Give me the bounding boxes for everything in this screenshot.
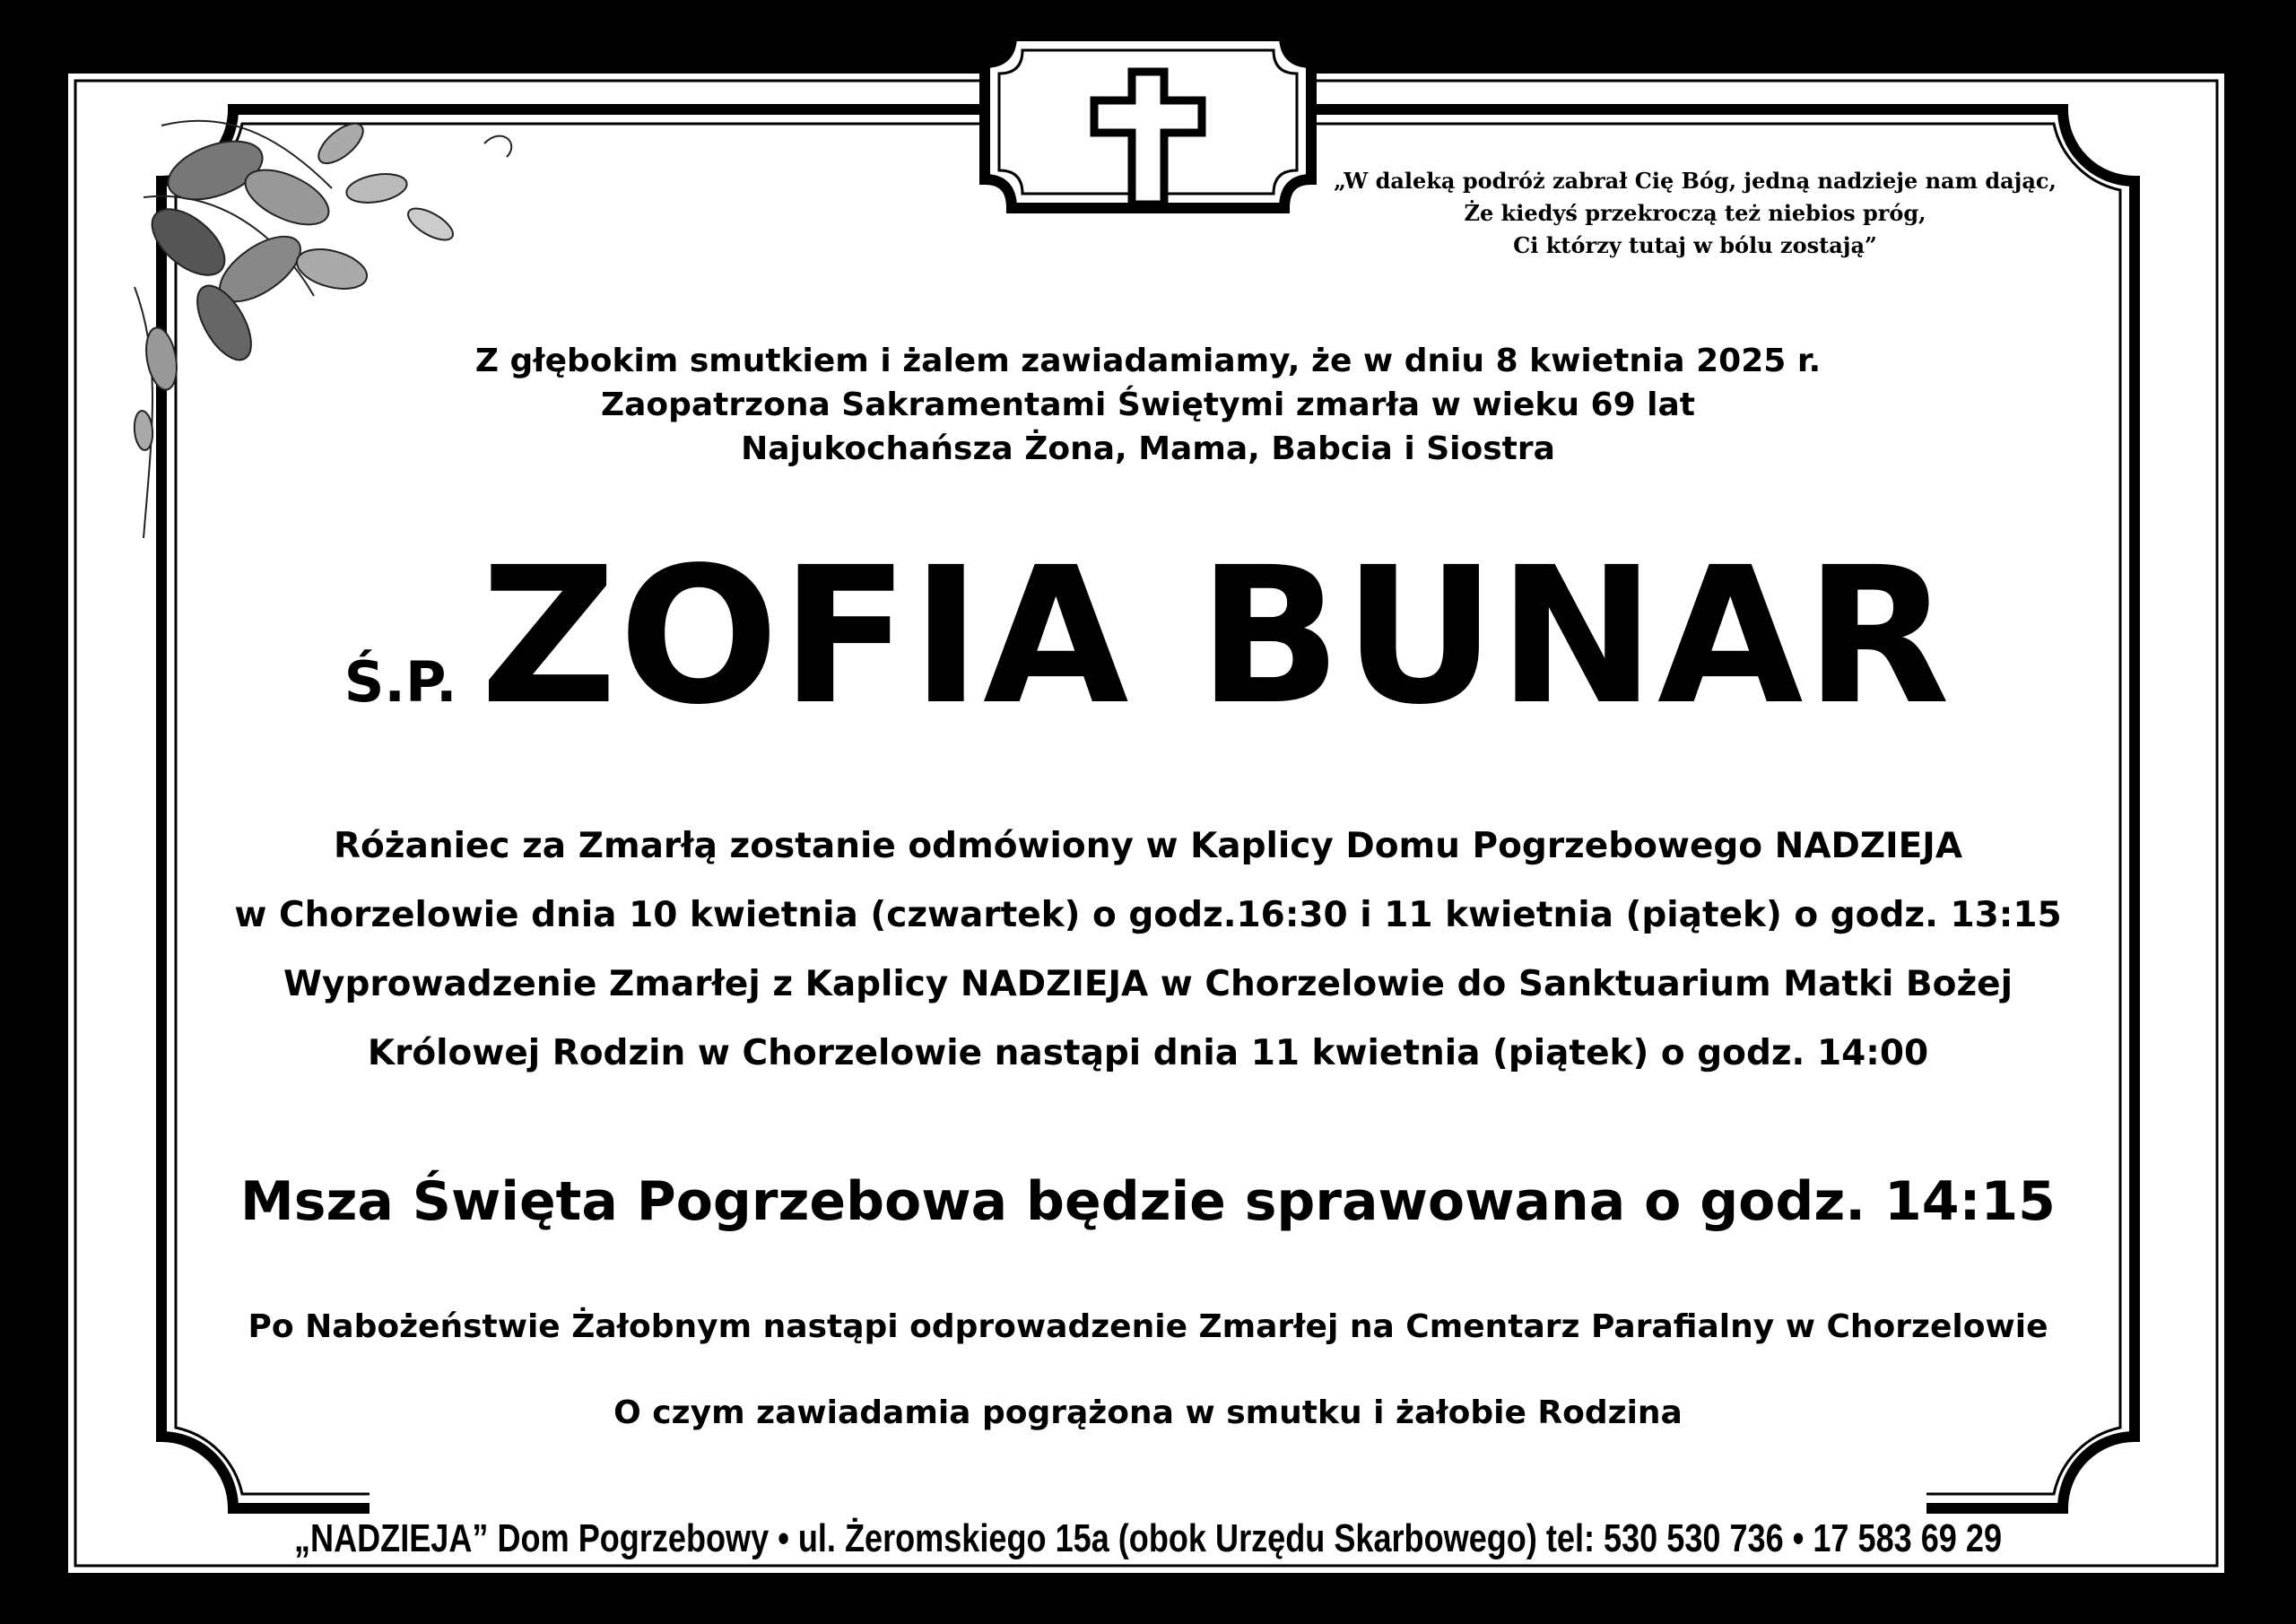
mass-announcement: Msza Święta Pogrzebowa będzie sprawowana o godz. 14:15 xyxy=(240,1170,2056,1233)
funeral-home-footer: „NADZIEJA” Dom Pogrzebowy • ul. Żeromskiego 15a (obok Urzędu Skarbowego) tel: 530 530 736 • 17 583 69 29 xyxy=(293,1516,2003,1560)
closing-text: O czym zawiadamia pogrążona w smutku i żałobie Rodzina xyxy=(613,1394,1683,1431)
quote-line: „W daleką podróż zabrał Cię Bóg, jedną nadzieje nam dając, xyxy=(1334,168,2057,194)
memorial-quote xyxy=(1309,165,2081,262)
quote-line: Ci którzy tutaj w bólu zostają” xyxy=(1513,232,1877,258)
intro-line: Z głębokim smutkiem i żalem zawiadamiamy, że w dniu 8 kwietnia 2025 r. xyxy=(474,343,1822,379)
intro-line: Najukochańsza Żona, Mama, Babcia i Siostra xyxy=(741,430,1555,467)
rosary-line: w Chorzelowie dnia 10 kwietnia (czwartek) o godz.16:30 i 11 kwietnia (piątek) o godz. 13:15 xyxy=(234,895,2062,935)
intro-announcement xyxy=(0,339,2296,471)
intro-line: Zaopatrzona Sakramentami Świętymi zmarła w wieku 69 lat xyxy=(600,386,1696,423)
quote-line: Że kiedyś przekroczą też niebios próg, xyxy=(1464,200,1926,226)
deceased-name-row xyxy=(0,526,2296,746)
cross-tablet xyxy=(985,36,1311,208)
deceased-name: ZOFIA BUNAR xyxy=(480,526,1952,746)
rosary-line: Różaniec za Zmarłą zostanie odmówiony w Kaplicy Domu Pogrzebowego NADZIEJA xyxy=(333,826,1962,866)
floral-ornament xyxy=(108,90,574,556)
rosary-line: Wyprowadzenie Zmarłej z Kaplicy NADZIEJA w Chorzelowie do Sanktuarium Matki Bożej xyxy=(283,964,2013,1004)
procession-text: Po Nabożeństwie Żałobnym nastąpi odprowadzenie Zmarłej na Cmentarz Parafialny w Chorzelowie xyxy=(248,1308,2048,1345)
name-prefix: Ś.P. xyxy=(344,649,457,715)
rosary-details xyxy=(0,812,2296,1088)
rosary-line: Królowej Rodzin w Chorzelowie nastąpi dnia 11 kwietnia (piątek) o godz. 14:00 xyxy=(367,1033,1929,1073)
